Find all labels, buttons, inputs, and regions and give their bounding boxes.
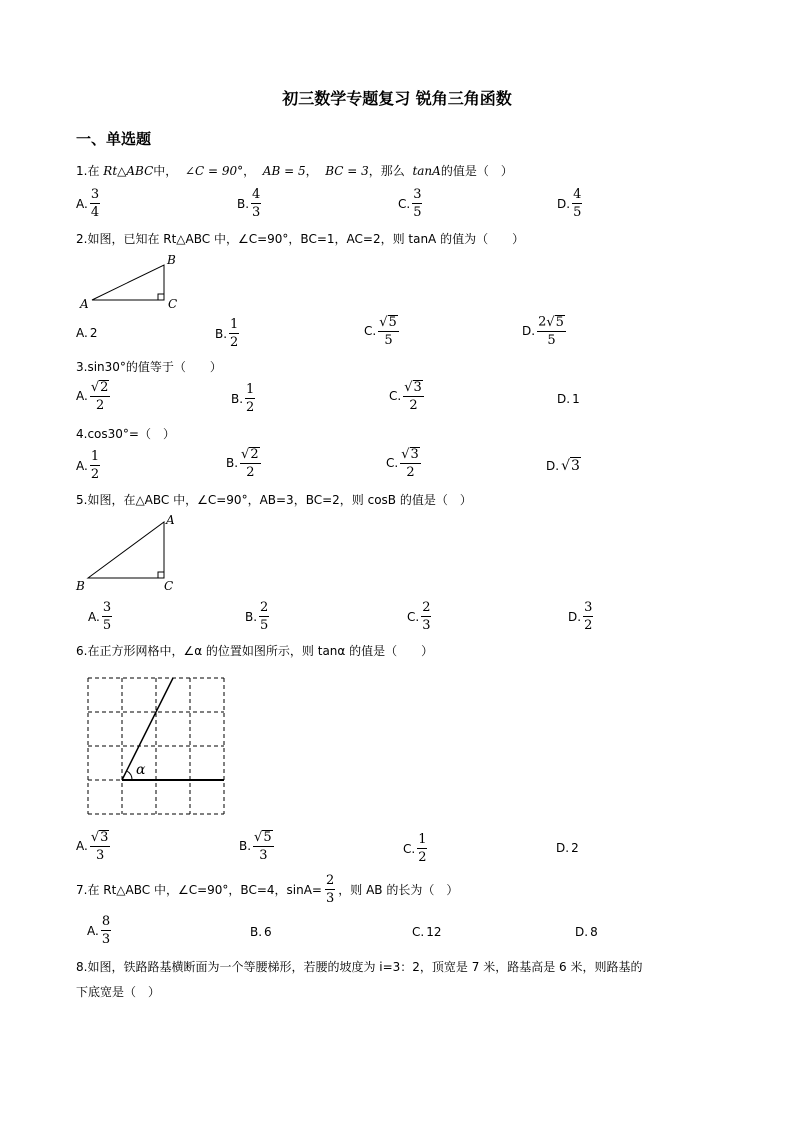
option-label: B. bbox=[215, 326, 228, 341]
fraction bbox=[90, 830, 111, 862]
option-label: A. bbox=[76, 389, 88, 403]
fraction bbox=[90, 450, 100, 481]
fraction bbox=[245, 383, 255, 414]
denominator: 2 bbox=[230, 335, 239, 350]
fraction bbox=[403, 380, 424, 412]
numerator: 3 bbox=[102, 600, 112, 615]
radicand: 5 bbox=[555, 315, 564, 330]
option-label: C. bbox=[403, 841, 416, 856]
option-value: 12 bbox=[426, 925, 442, 939]
radicand: 3 bbox=[100, 830, 109, 845]
numerator: 8 bbox=[101, 914, 111, 929]
option-label: B. bbox=[226, 456, 239, 470]
option-label: A. bbox=[87, 923, 99, 938]
denominator: 2 bbox=[409, 398, 418, 413]
q7-option-b[interactable] bbox=[250, 925, 272, 939]
question-2: 2.如图，已知在 Rt△ABC 中，∠C=90°，BC=1，AC=2，则 tanA 的值为（ ） bbox=[76, 232, 525, 246]
fraction bbox=[583, 601, 593, 632]
q1-option-a[interactable] bbox=[76, 188, 100, 219]
option-value: 6 bbox=[264, 925, 272, 939]
denominator: 2 bbox=[246, 465, 255, 480]
numerator: 2 bbox=[260, 600, 269, 615]
sqrt: √ 5 bbox=[546, 314, 564, 330]
q1-angle-c: ∠C = 90° bbox=[184, 164, 244, 178]
fraction bbox=[90, 380, 111, 412]
q2-option-d[interactable] bbox=[522, 315, 566, 347]
q7-option-c[interactable] bbox=[412, 925, 441, 939]
q1-tri: △ bbox=[117, 164, 127, 178]
q5-triangle-figure bbox=[74, 510, 184, 594]
fraction bbox=[400, 447, 421, 479]
numerator: 2 bbox=[325, 873, 335, 888]
q4-option-b[interactable] bbox=[226, 447, 261, 479]
q1-zhong: 中， bbox=[153, 164, 178, 178]
fraction bbox=[259, 601, 269, 632]
fraction bbox=[572, 188, 582, 219]
q1-option-c[interactable] bbox=[398, 188, 422, 219]
fraction bbox=[251, 188, 261, 219]
q1-end: 的值是（ ） bbox=[440, 164, 513, 178]
q3-option-d[interactable] bbox=[557, 392, 580, 406]
angle-slant-ray bbox=[122, 678, 173, 780]
numerator: 2 bbox=[422, 600, 431, 615]
fraction bbox=[417, 833, 427, 864]
question-6: 6.在正方形网格中，∠α 的位置如图所示，则 tanα 的值是（ ） bbox=[76, 644, 434, 658]
option-label: D. bbox=[557, 196, 571, 211]
option-label: D. bbox=[556, 841, 570, 855]
vertex-label-b: B bbox=[167, 253, 176, 267]
denominator: 5 bbox=[573, 205, 582, 220]
denominator: 5 bbox=[413, 205, 422, 220]
q1-ab: AB = 5 bbox=[262, 164, 306, 178]
sqrt: √ 2 bbox=[241, 446, 259, 462]
radicand: 2 bbox=[250, 447, 259, 462]
fraction bbox=[537, 315, 566, 347]
q3-option-b[interactable] bbox=[231, 383, 255, 414]
q6-grid-figure bbox=[82, 672, 232, 820]
q7-text-before: 7.在 Rt△ABC 中，∠C=90°，BC=4，sinA= bbox=[76, 883, 322, 897]
denominator: 3 bbox=[325, 891, 335, 906]
fraction bbox=[101, 915, 111, 946]
option-label: C. bbox=[398, 196, 411, 211]
q1-sep1: ， bbox=[243, 164, 256, 178]
denominator: 5 bbox=[384, 333, 393, 348]
coefficient: 2 bbox=[538, 314, 547, 330]
numerator: 3 bbox=[90, 187, 100, 202]
sqrt: √ 3 bbox=[561, 457, 580, 474]
option-label: C. bbox=[364, 324, 377, 338]
option-label: C. bbox=[389, 389, 402, 403]
denominator: 5 bbox=[260, 618, 269, 633]
option-label: C. bbox=[386, 456, 399, 470]
q4-option-d[interactable] bbox=[546, 457, 581, 474]
numerator: 3 bbox=[413, 187, 422, 202]
option-label: C. bbox=[412, 925, 425, 939]
option-value: 8 bbox=[590, 925, 598, 939]
q2-option-b[interactable] bbox=[215, 318, 239, 349]
fraction bbox=[412, 188, 422, 219]
q1-num: 1.在 bbox=[76, 164, 100, 178]
denominator: 2 bbox=[406, 465, 415, 480]
denominator: 3 bbox=[259, 848, 268, 863]
q7-option-a[interactable] bbox=[87, 915, 111, 946]
q1-tail: ，那么 bbox=[368, 164, 405, 178]
sqrt: √ 3 bbox=[404, 379, 422, 395]
q1-abc: ABC bbox=[126, 164, 154, 178]
option-value: 2 bbox=[571, 841, 579, 855]
radicand: 5 bbox=[263, 830, 272, 845]
option-label: B. bbox=[245, 609, 258, 624]
q5-option-b[interactable] bbox=[245, 601, 269, 632]
section-heading: 一、单选题 bbox=[76, 130, 152, 148]
radicand: 3 bbox=[410, 447, 419, 462]
vertex-label-c: C bbox=[168, 297, 178, 311]
option-label: A. bbox=[76, 458, 88, 473]
denominator: 2 bbox=[418, 850, 427, 865]
fraction bbox=[421, 601, 431, 632]
q6-option-b[interactable] bbox=[239, 830, 274, 862]
sqrt: √ 2 bbox=[90, 379, 109, 395]
question-3: 3.sin30°的值等于（ ） bbox=[76, 360, 222, 374]
vertex-label-a: A bbox=[80, 297, 89, 311]
numerator: 3 bbox=[584, 600, 593, 615]
q1-option-b[interactable] bbox=[237, 188, 261, 219]
q6-option-c[interactable] bbox=[403, 833, 427, 864]
denominator: 5 bbox=[547, 333, 556, 348]
option-label: D. bbox=[568, 609, 582, 624]
q2-option-a[interactable] bbox=[76, 326, 97, 340]
radicand: 5 bbox=[388, 315, 397, 330]
q2-triangle-figure bbox=[76, 250, 186, 312]
q1-rt: Rt bbox=[103, 164, 118, 178]
option-label: A. bbox=[76, 196, 88, 211]
denominator: 3 bbox=[252, 205, 261, 220]
fraction bbox=[90, 188, 100, 219]
right-angle-mark bbox=[158, 294, 164, 300]
denominator: 2 bbox=[246, 400, 255, 415]
sqrt: √ 3 bbox=[401, 446, 419, 462]
question-8-line-2: 下底宽是（ ） bbox=[76, 985, 161, 999]
numerator: 1 bbox=[246, 382, 255, 397]
option-label: B. bbox=[239, 839, 252, 853]
q7-text-after: ，则 AB 的长为（ ） bbox=[338, 883, 459, 897]
q4-option-a[interactable] bbox=[76, 450, 100, 481]
vertex-label-b: B bbox=[76, 579, 85, 593]
dashed-grid bbox=[88, 678, 224, 814]
q3-option-c[interactable] bbox=[389, 380, 424, 412]
option-label: D. bbox=[557, 392, 571, 406]
fraction bbox=[102, 601, 112, 632]
sqrt: √ 5 bbox=[254, 829, 272, 845]
denominator: 3 bbox=[422, 618, 431, 633]
option-value: 1 bbox=[572, 392, 580, 406]
q1-bc: BC = 3 bbox=[325, 164, 369, 178]
page-title: 初三数学专题复习 锐角三角函数 bbox=[282, 89, 512, 108]
question-4: 4.cos30°=（ ） bbox=[76, 427, 175, 441]
sqrt: √ 3 bbox=[90, 829, 109, 845]
option-label: B. bbox=[237, 196, 250, 211]
vertex-label-a: A bbox=[166, 513, 175, 527]
question-1 bbox=[76, 162, 513, 179]
fraction bbox=[378, 315, 399, 347]
denominator: 5 bbox=[102, 618, 112, 633]
triangle-shape bbox=[92, 265, 164, 300]
option-label: B. bbox=[250, 925, 263, 939]
q5-option-d[interactable] bbox=[568, 601, 593, 632]
q1-option-d[interactable] bbox=[557, 188, 582, 219]
denominator: 2 bbox=[95, 398, 105, 413]
radicand: 3 bbox=[570, 458, 580, 474]
option-label: D. bbox=[522, 324, 536, 338]
angle-arc bbox=[127, 771, 132, 780]
denominator: 3 bbox=[95, 848, 105, 863]
triangle-shape bbox=[88, 522, 164, 578]
fraction bbox=[253, 830, 274, 862]
denominator: 2 bbox=[584, 618, 593, 633]
option-label: B. bbox=[231, 391, 244, 406]
q4-option-c[interactable] bbox=[386, 447, 421, 479]
radicand: 3 bbox=[413, 380, 422, 395]
q1-sep2: ， bbox=[305, 164, 318, 178]
q1-tan: tanA bbox=[412, 164, 441, 178]
alpha-label: α bbox=[136, 762, 146, 778]
denominator: 3 bbox=[101, 932, 111, 947]
q6-option-d[interactable] bbox=[556, 841, 579, 855]
radicand: 2 bbox=[100, 380, 109, 395]
question-7 bbox=[76, 874, 458, 905]
option-label: C. bbox=[407, 609, 420, 624]
question-8-line-1: 8.如图，铁路路基横断面为一个等腰梯形，若腰的坡度为 i=3：2，顶宽是 7 米，路基高是 6 米，则路基的 bbox=[76, 960, 643, 974]
q6-option-a[interactable] bbox=[76, 830, 110, 862]
vertex-label-c: C bbox=[164, 579, 174, 593]
numerator: 4 bbox=[252, 187, 261, 202]
numerator: 1 bbox=[418, 832, 427, 847]
option-label: D. bbox=[546, 458, 560, 473]
option-label: A. bbox=[76, 839, 88, 853]
option-value: 2 bbox=[89, 326, 98, 340]
fraction bbox=[229, 318, 239, 349]
option-label: A. bbox=[88, 609, 100, 624]
sqrt: √ 5 bbox=[379, 314, 397, 330]
option-label: A. bbox=[76, 326, 88, 340]
q3-option-a[interactable] bbox=[76, 380, 110, 412]
fraction bbox=[325, 874, 335, 905]
numerator: 4 bbox=[573, 187, 582, 202]
q5-option-c[interactable] bbox=[407, 601, 431, 632]
fraction bbox=[240, 447, 261, 479]
numerator: 1 bbox=[230, 317, 239, 332]
question-5: 5.如图，在△ABC 中，∠C=90°，AB=3，BC=2，则 cosB 的值是（ ） bbox=[76, 493, 472, 507]
right-angle-mark bbox=[158, 572, 164, 578]
numerator: 1 bbox=[90, 449, 100, 464]
q5-option-a[interactable] bbox=[88, 601, 112, 632]
option-label: D. bbox=[575, 925, 589, 939]
q7-option-d[interactable] bbox=[575, 925, 598, 939]
denominator: 4 bbox=[90, 205, 100, 220]
denominator: 2 bbox=[90, 467, 100, 482]
q2-option-c[interactable] bbox=[364, 315, 399, 347]
